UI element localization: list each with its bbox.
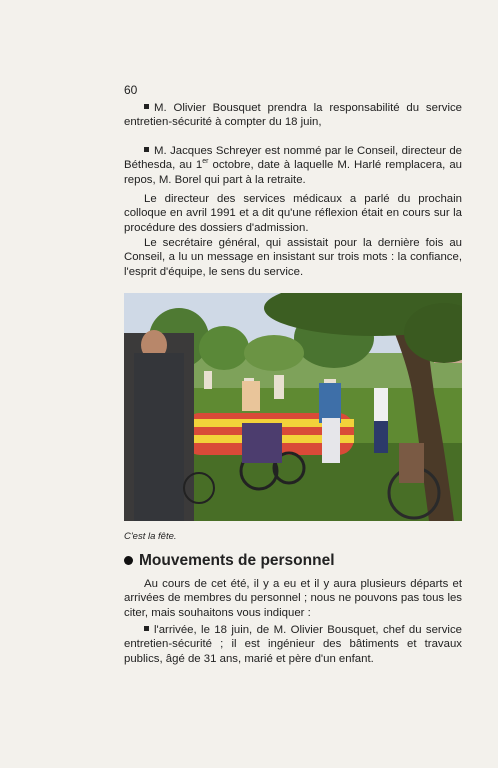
paragraph-text: octobre, date à laquelle M. Harlé remplacera, au repos, M. Borel qui part à la retraite.	[124, 159, 462, 186]
superscript: er	[202, 158, 209, 166]
page-number: 60	[124, 83, 138, 97]
paragraph-secretary-general: Le secrétaire général, qui assistait pour la dernière fois au Conseil, a lu un message en insistant sur trois mots : la confiance, l'esprit d'équipe, le sens du service.	[124, 237, 462, 278]
section-heading	[124, 552, 335, 570]
photo-caption: C'est la fête.	[124, 531, 177, 542]
square-bullet-icon	[144, 626, 149, 631]
paragraph-text: M. Olivier Bousquet prendra la responsabilité du service entretien-sécurité à compter du 18 juin,	[124, 102, 462, 129]
square-bullet-icon	[144, 104, 149, 109]
paragraph-jacques-schreyer	[124, 144, 462, 187]
paragraph-medical-director: Le directeur des services médicaux a parlé du prochain colloque en avril 1991 et a dit qu'une réflexion était en cours sur la procédure des dossiers d'admission.	[124, 193, 462, 234]
paragraph-arrival-bousquet	[124, 623, 462, 666]
paragraph-text: l'arrivée, le 18 juin, de M. Olivier Bousquet, chef du service entretien-sécurité ; il est ingénieur des bâtiments et travaux publics, âgé de 31 ans, marié et père d'un enfant.	[124, 624, 462, 665]
party-photo	[124, 293, 462, 521]
section-intro-paragraph: Au cours de cet été, il y a eu et il y aura plusieurs départs et arrivées de membres du personnel ; nous ne pouvons pas tous les citer, mais souhaitons vous indiquer :	[124, 578, 462, 619]
paragraph-text: M. Jacques Schreyer est nommé par le Conseil, directeur de Béthesda, au 1	[124, 145, 462, 172]
paragraph-olivier-bousquet	[124, 101, 462, 130]
section-title: Mouvements de personnel	[139, 552, 335, 569]
square-bullet-icon	[144, 147, 149, 152]
round-bullet-icon	[124, 556, 133, 565]
